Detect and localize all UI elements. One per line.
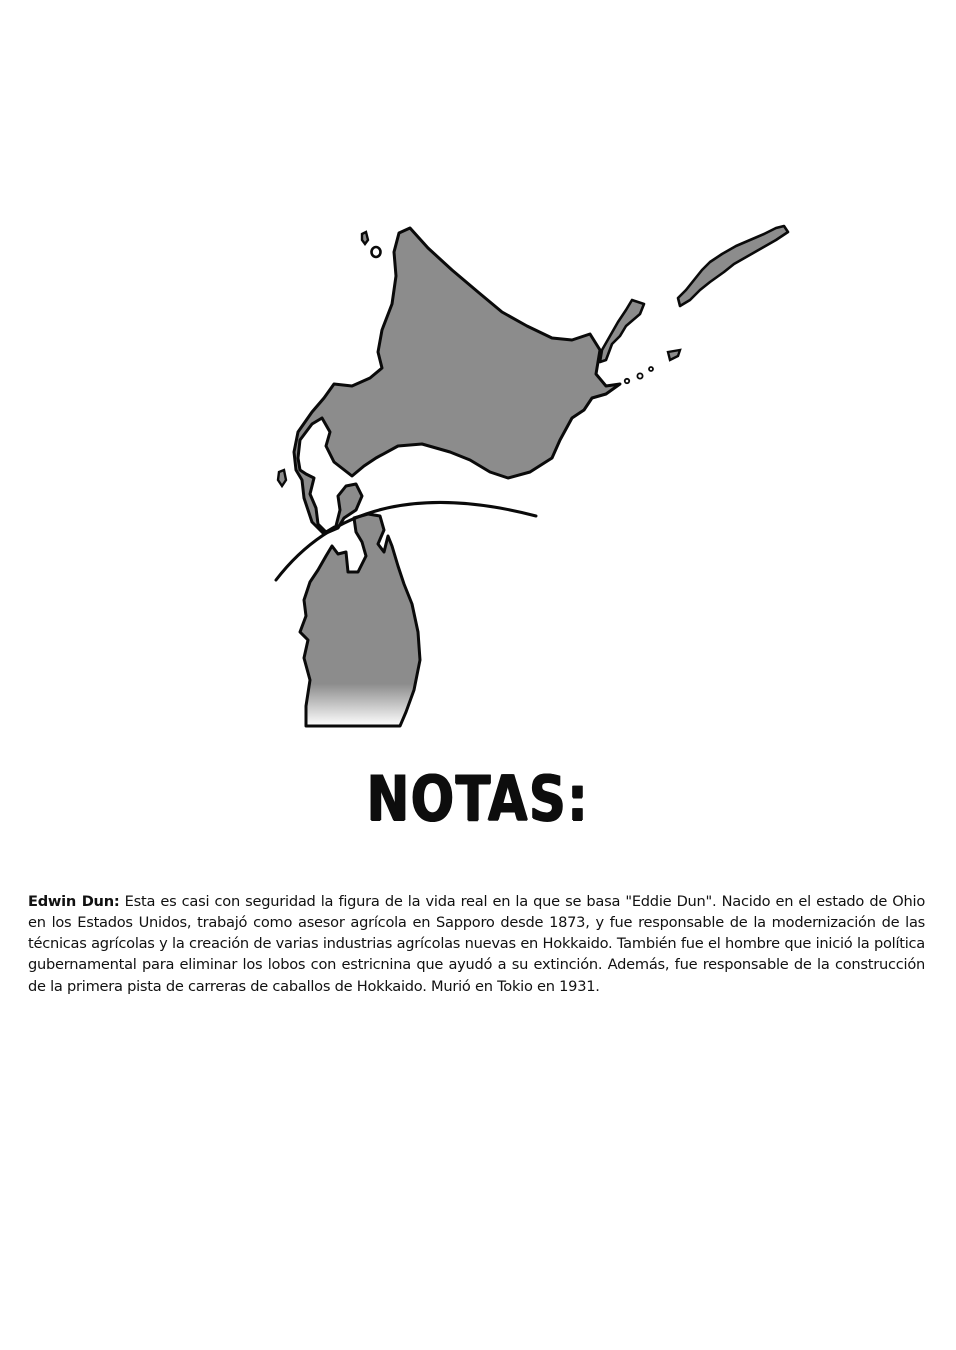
note-entry [28, 891, 925, 997]
rishiri-island [372, 247, 381, 257]
habomai-islet-1 [625, 379, 629, 383]
iturup-island [678, 226, 788, 306]
hokkaido-tohoku-map [260, 210, 800, 740]
habomai-islet-2 [637, 373, 642, 378]
kunashiri-island [600, 300, 644, 362]
map-illustration [260, 210, 800, 740]
okushiri-island [278, 470, 286, 486]
habomai-islet-3 [649, 367, 653, 371]
note-term: Edwin Dun: [28, 892, 120, 910]
notes-title: NOTAS: [366, 762, 590, 835]
honshu-tohoku [300, 514, 420, 726]
note-text: Esta es casi con seguridad la figura de la vida real en la que se basa "Eddie Dun". Nacido en el estado de Ohio en los Estados Unidos, trabajó como asesor agrícola en Sapporo desde 1873, y fue responsable de la modernización de las técnicas agrícolas y la creación de varias industrias agrícolas nuevas en Hokkaido. También fue el hombre que inició la política gubernamental para eliminar los lobos con estricnina que ayudó a su extinción. Además, fue responsable de la construcción de la primera pista de carreras de caballos de Hokkaido. Murió en Tokio en 1931. [28, 892, 925, 995]
shikotan-island [668, 350, 680, 360]
hokkaido-island [294, 228, 620, 534]
rebun-island [362, 232, 368, 244]
